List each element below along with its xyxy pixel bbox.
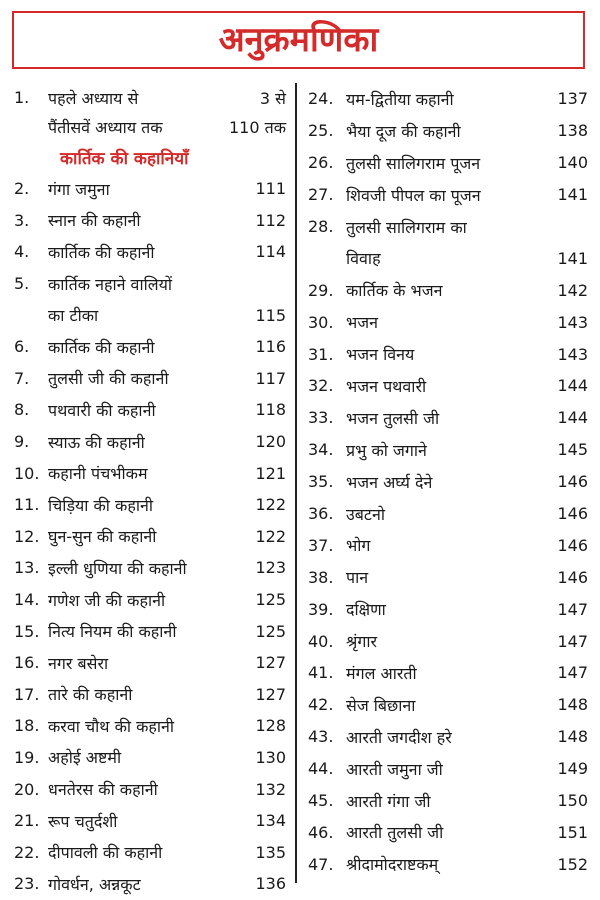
toc-entry	[308, 306, 588, 338]
left-column	[14, 83, 286, 900]
toc-entry	[14, 773, 286, 805]
toc-entry	[14, 647, 286, 679]
toc-entry	[308, 147, 588, 179]
toc-entry	[308, 721, 588, 753]
entry-title: भजन पथवारी	[346, 376, 427, 396]
entry-number: 45.	[308, 791, 334, 811]
entry-title: आरती तुलसी जी	[346, 823, 444, 843]
toc-entry	[14, 584, 286, 616]
entry-number: 1.	[14, 88, 30, 107]
entry-page: 117	[255, 368, 286, 388]
entry-number: 10.	[14, 463, 40, 483]
toc-entry	[308, 561, 588, 593]
toc-entry	[14, 836, 286, 868]
entry-title: का टीका	[48, 306, 99, 326]
entry-number: 26.	[308, 153, 334, 173]
entry-page: 132	[255, 779, 286, 799]
entry-title: कहानी पंचभीकम	[48, 464, 148, 484]
entry-page: 120	[255, 432, 286, 452]
entry-number: 21.	[14, 811, 40, 831]
entry-page: 141	[557, 185, 588, 205]
entry-number: 40.	[308, 631, 334, 651]
entry-number: 8.	[14, 400, 30, 420]
entry-title: मंगल आरती	[346, 663, 417, 683]
entry-number: 11.	[14, 495, 40, 515]
entry-page: 135	[255, 842, 286, 862]
entry-page: 143	[557, 344, 588, 364]
entry-page: 146	[557, 472, 588, 492]
entry-title: स्नान की कहानी	[48, 211, 141, 231]
entry-title: भोग	[346, 536, 371, 556]
toc-entry	[308, 370, 588, 402]
entry-title: पहले अध्याय से	[48, 88, 139, 108]
entry-page: 148	[557, 695, 588, 715]
entry-title: श्रृंगार	[346, 632, 378, 652]
entry-title: नगर बसेरा	[48, 653, 109, 673]
entry-title: पैंतीसवें अध्याय तक	[48, 117, 163, 137]
toc-entry	[308, 211, 588, 243]
entry-title: करवा चौथ की कहानी	[48, 716, 175, 736]
entry-number: 2.	[14, 179, 30, 199]
entry-number: 32.	[308, 376, 334, 396]
toc-entry	[14, 331, 286, 363]
entry-number: 4.	[14, 242, 30, 262]
title-box	[12, 11, 585, 69]
entry-page: 142	[557, 280, 588, 300]
entry-page: 137	[557, 89, 588, 109]
entry-number: 37.	[308, 535, 334, 555]
entry-page: 146	[557, 567, 588, 587]
entry-number: 28.	[308, 217, 334, 236]
entry-title: तारे की कहानी	[48, 685, 133, 705]
entry-title: इल्ली धुणिया की कहानी	[48, 558, 187, 578]
entry-page: 134	[255, 811, 286, 831]
toc-entry	[308, 785, 588, 817]
entry-number: 31.	[308, 344, 334, 364]
entry-title: सेज बिछाना	[346, 695, 416, 715]
entry-title: भजन अर्घ्य देने	[346, 472, 433, 492]
entry-title: भजन तुलसी जी	[346, 408, 440, 428]
entry-number: 19.	[14, 747, 40, 767]
entry-title: तुलसी जी की कहानी	[48, 369, 169, 389]
entry-page: 115	[255, 305, 286, 325]
toc-entry	[14, 173, 286, 205]
entry-page: 148	[557, 727, 588, 747]
toc-entry	[308, 625, 588, 657]
entry-page: 128	[255, 716, 286, 736]
toc-entry	[14, 205, 286, 237]
entry-page: 136	[255, 874, 286, 894]
entry-title: उबटनो	[346, 504, 385, 524]
entry-page: 116	[255, 337, 286, 357]
entry-page: 138	[557, 121, 588, 141]
toc-entry	[14, 742, 286, 774]
entry-number: 42.	[308, 695, 334, 715]
entry-title: कार्तिक की कहानी	[48, 242, 155, 262]
entry-number: 27.	[308, 185, 334, 205]
entry-number: 25.	[308, 121, 334, 141]
toc-entry	[308, 274, 588, 306]
toc-entry	[14, 299, 286, 331]
toc-entry	[308, 402, 588, 434]
toc-entry	[14, 394, 286, 426]
entry-page: 121	[255, 463, 286, 483]
entry-page: 141	[557, 248, 588, 268]
entry-number: 9.	[14, 432, 30, 452]
entry-page: 127	[255, 653, 286, 673]
entry-title: कार्तिक की कहानी	[48, 337, 155, 357]
entry-title: गंगा जमुना	[48, 179, 110, 199]
entry-page: 151	[557, 822, 588, 842]
right-column	[308, 83, 588, 880]
entry-title: भैया दूज की कहानी	[346, 121, 461, 141]
entry-number: 18.	[14, 716, 40, 736]
toc-entry	[14, 426, 286, 458]
toc-entry	[14, 236, 286, 268]
toc-entry	[14, 363, 286, 395]
entry-page: 118	[255, 400, 286, 420]
entry-number: 34.	[308, 440, 334, 460]
entry-number: 17.	[14, 684, 40, 704]
entry-title: धनतेरस की कहानी	[48, 780, 158, 800]
toc-entry	[308, 529, 588, 561]
entry-title: गणेश जी की कहानी	[48, 590, 166, 610]
entry-title: भजन	[346, 313, 379, 333]
toc-entry	[14, 868, 286, 900]
toc-entry	[308, 848, 588, 880]
toc-entry	[14, 521, 286, 553]
entry-title: यम-द्वितीया कहानी	[346, 89, 454, 109]
entry-title: दीपावली की कहानी	[48, 843, 163, 863]
entry-number: 47.	[308, 854, 334, 874]
entry-number: 20.	[14, 779, 40, 799]
right-entries	[308, 83, 588, 880]
toc-entry	[308, 657, 588, 689]
entry-title: कार्तिक के भजन	[346, 281, 443, 301]
entry-title: स्याऊ की कहानी	[48, 432, 145, 452]
section-heading: कार्तिक की कहानियाँ	[60, 148, 189, 169]
entry-page: 145	[557, 440, 588, 460]
toc-entry	[14, 805, 286, 837]
entry-title: आरती गंगा जी	[346, 791, 431, 811]
entry-title: रूप चतुर्दशी	[48, 811, 118, 831]
entry-page: 146	[557, 504, 588, 524]
entry-page: 122	[255, 526, 286, 546]
entry-number: 43.	[308, 727, 334, 747]
entry-number: 36.	[308, 504, 334, 524]
toc-entry	[308, 115, 588, 147]
entry-page: 111	[255, 179, 286, 199]
entry-page: 130	[255, 747, 286, 767]
entry-page: 123	[255, 558, 286, 578]
entry-number: 41.	[308, 663, 334, 683]
toc-entry	[308, 689, 588, 721]
entry-number: 13.	[14, 558, 40, 578]
entry-page: 122	[255, 495, 286, 515]
entry-number: 38.	[308, 567, 334, 587]
left-entries	[14, 173, 286, 900]
toc-entry	[308, 179, 588, 211]
entry-number: 22.	[14, 842, 40, 862]
entry-number: 46.	[308, 822, 334, 842]
entry-title: आरती जगदीश हरे	[346, 727, 452, 747]
entry-page: 147	[557, 663, 588, 683]
entry-title: घुन-सुन की कहानी	[48, 527, 157, 547]
entry-number: 30.	[308, 312, 334, 332]
toc-entry	[14, 552, 286, 584]
entry-page: 143	[557, 312, 588, 332]
toc-entry	[14, 83, 286, 112]
toc-entry	[14, 679, 286, 711]
entry-title: पान	[346, 568, 369, 588]
entry-title: नित्य नियम की कहानी	[48, 622, 177, 642]
entry-page: 144	[557, 408, 588, 428]
entry-page: 110 तक	[228, 117, 286, 137]
entry-page: 144	[557, 376, 588, 396]
entry-number: 33.	[308, 408, 334, 428]
entry-title: चिड़िया की कहानी	[48, 495, 153, 515]
entry-number: 44.	[308, 759, 334, 779]
entry-number: 24.	[308, 89, 334, 109]
entry-page: 114	[255, 242, 286, 262]
toc-entry	[308, 593, 588, 625]
toc-entry	[308, 242, 588, 274]
toc-entry	[14, 457, 286, 489]
entry-number: 35.	[308, 472, 334, 492]
entry-page: 147	[557, 599, 588, 619]
entry-number: 16.	[14, 653, 40, 673]
entry-number: 15.	[14, 621, 40, 641]
toc-entry	[14, 710, 286, 742]
entry-number: 12.	[14, 526, 40, 546]
toc-entry	[14, 112, 286, 141]
entry-title: आरती जमुना जी	[346, 759, 443, 779]
entry-page: 125	[255, 590, 286, 610]
toc-entry	[14, 615, 286, 647]
toc-entry	[308, 466, 588, 498]
toc-entry	[308, 498, 588, 530]
entry-page: 146	[557, 535, 588, 555]
entry-number: 23.	[14, 874, 40, 894]
entry-page: 147	[557, 631, 588, 651]
entry-number: 7.	[14, 368, 30, 388]
entry-page: 152	[557, 854, 588, 874]
entry-page: 127	[255, 684, 286, 704]
entry-number: 14.	[14, 590, 40, 610]
toc-entry	[308, 83, 588, 115]
entry-title: तुलसी सालिगराम पूजन	[346, 153, 481, 173]
entry-title: श्रीदामोदराष्टकम्	[346, 855, 439, 875]
entry-number: 39.	[308, 599, 334, 619]
page-title: अनुक्रमणिका	[218, 20, 379, 60]
entry-page: 3 से	[259, 88, 286, 108]
entry-title: विवाह	[346, 249, 381, 269]
toc-entry	[14, 268, 286, 300]
entry-title: कार्तिक नहाने वालियों	[48, 274, 173, 294]
left-first-entries	[14, 83, 286, 141]
toc-entry	[308, 434, 588, 466]
toc-entry	[14, 489, 286, 521]
entry-number: 5.	[14, 274, 30, 294]
entry-number: 3.	[14, 210, 30, 230]
entry-page: 140	[557, 153, 588, 173]
toc-entry	[308, 753, 588, 785]
entry-title: भजन विनय	[346, 345, 415, 365]
entry-title: पथवारी की कहानी	[48, 400, 156, 420]
toc-entry	[308, 816, 588, 848]
entry-page: 125	[255, 621, 286, 641]
entry-number: 6.	[14, 337, 30, 357]
entry-page: 150	[557, 791, 588, 811]
entry-title: तुलसी सालिगराम का	[346, 217, 467, 237]
entry-title: शिवजी पीपल का पूजन	[346, 185, 481, 205]
column-divider	[295, 83, 297, 883]
entry-title: गोवर्धन, अन्नकूट	[48, 874, 141, 894]
entry-title: अहोई अष्टमी	[48, 748, 122, 768]
entry-number: 29.	[308, 280, 334, 300]
entry-title: दक्षिणा	[346, 600, 386, 620]
entry-page: 149	[557, 759, 588, 779]
entry-page: 112	[255, 210, 286, 230]
entry-title: प्रभु को जगाने	[346, 440, 427, 460]
toc-entry	[308, 338, 588, 370]
